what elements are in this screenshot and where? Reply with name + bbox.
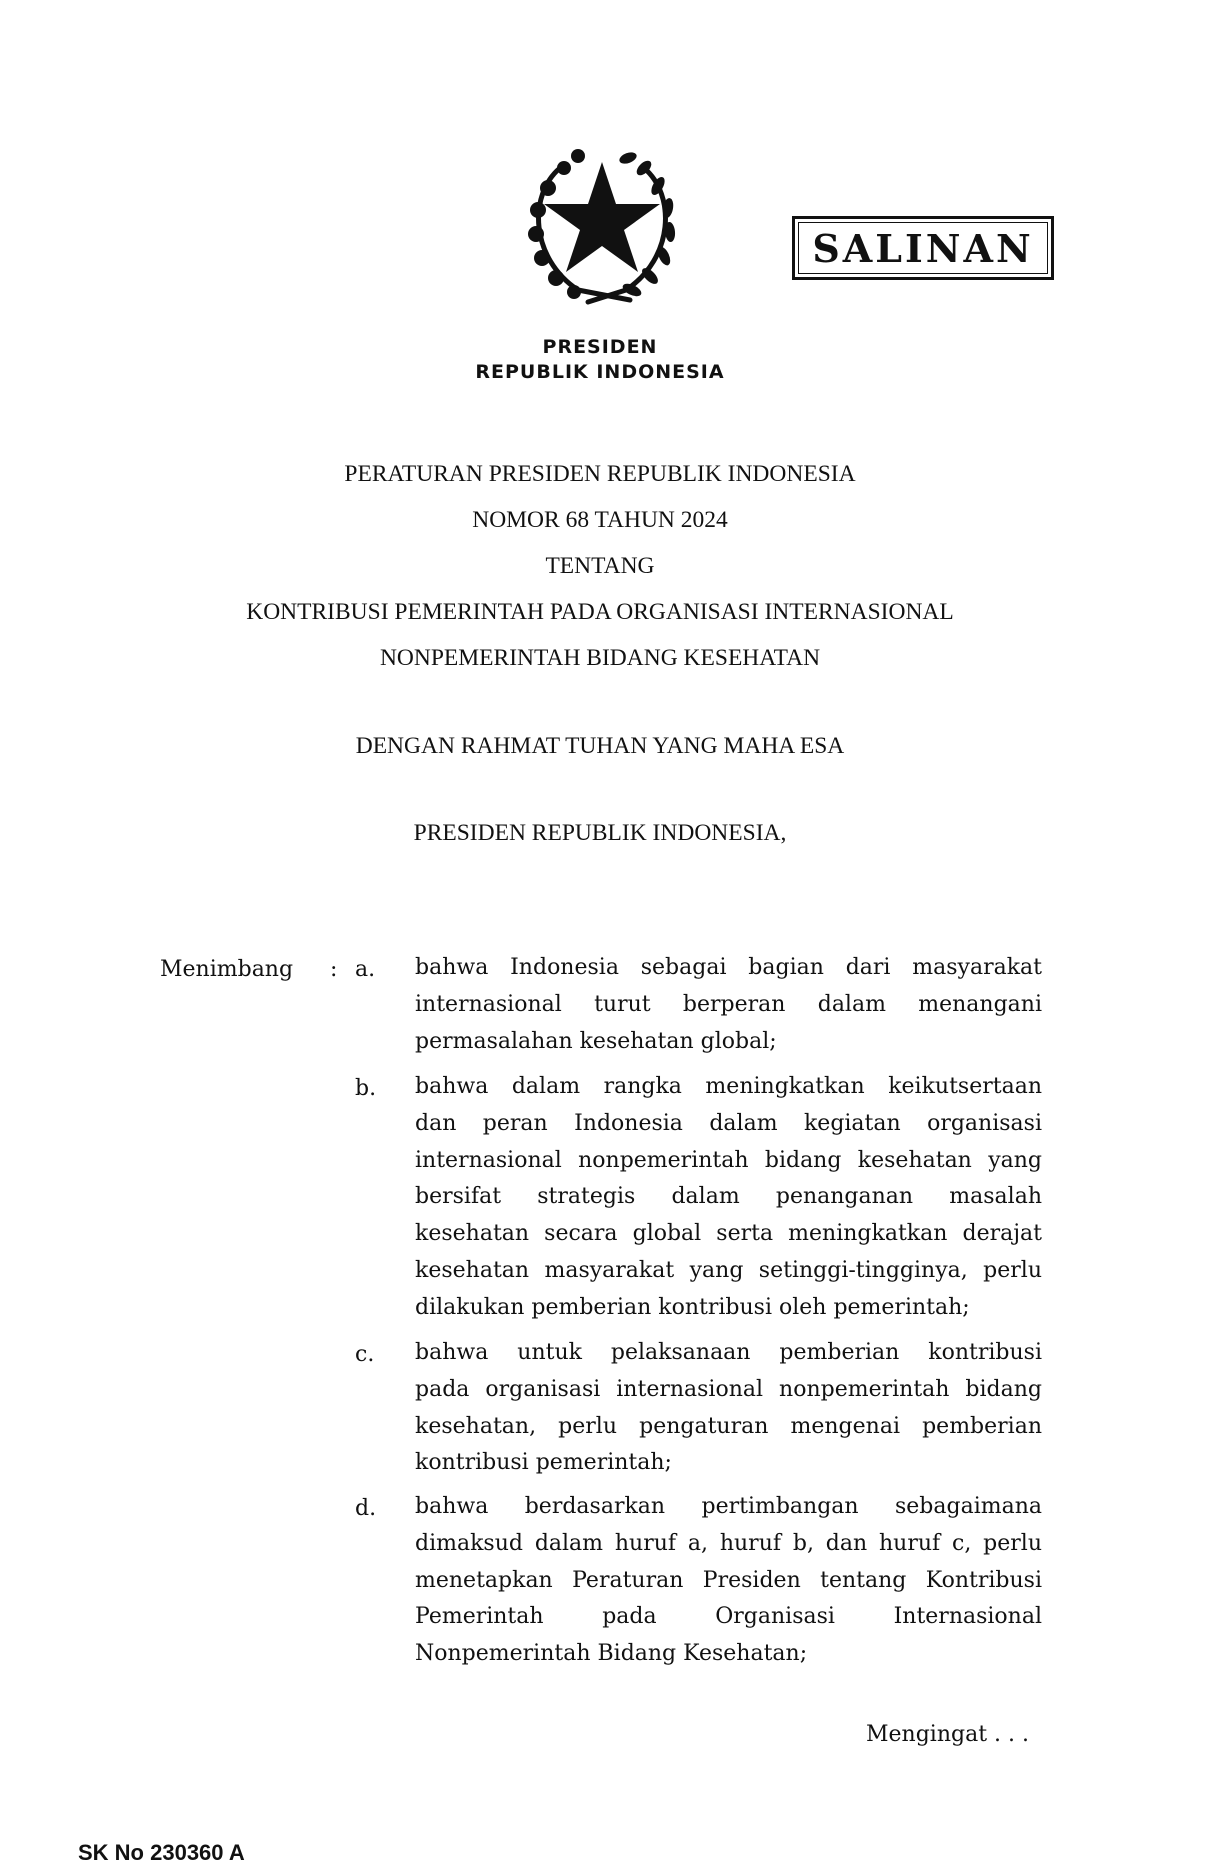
item-marker-a: a. (355, 957, 376, 982)
regulation-tentang: TENTANG (545, 553, 655, 579)
item-c-line: pada organisasi internasional nonpemerintah bidang (415, 1376, 1042, 1402)
item-d-line: dimaksud dalam huruf a, huruf b, dan huruf c, perlu (415, 1530, 1042, 1556)
consideration-item-c (415, 1335, 1042, 1482)
item-d-line: bahwa berdasarkan pertimbangan sebagaimana (415, 1494, 1042, 1519)
preamble-divine-grace: DENGAN RAHMAT TUHAN YANG MAHA ESA (355, 733, 845, 759)
item-a-line: internasional turut berperan dalam menangani (415, 991, 1042, 1017)
regulation-subject-line2: NONPEMERINTAH BIDANG KESEHATAN (379, 645, 821, 671)
stamp-text: SALINAN (812, 225, 1034, 271)
item-b-line: dan peran Indonesia dalam kegiatan organisasi (415, 1110, 1042, 1136)
item-b-line: kesehatan secara global serta meningkatkan derajat (415, 1221, 1042, 1247)
document-code: SK No 230360 A (78, 1840, 245, 1865)
item-marker-d: d. (355, 1496, 377, 1521)
considerations-label: Menimbang (160, 957, 294, 982)
item-b-line: internasional nonpemerintah bidang kesehatan yang (415, 1147, 1042, 1173)
item-marker-c: c. (355, 1342, 375, 1367)
item-b-line: bahwa dalam rangka meningkatkan keikutsertaan (415, 1074, 1042, 1099)
salinan-stamp (792, 216, 1054, 280)
next-page-catchword: Mengingat . . . (866, 1722, 1030, 1747)
item-d-line: menetapkan Peraturan Presiden tentang Kontribusi (415, 1567, 1042, 1593)
seal-caption-republic: REPUBLIK INDONESIA (475, 361, 725, 383)
item-a-line: permasalahan kesehatan global; (415, 1028, 777, 1054)
presidential-emblem-icon (518, 140, 686, 310)
item-c-line: bahwa untuk pelaksanaan pemberian kontribusi (415, 1340, 1042, 1365)
item-b-line: bersifat strategis dalam penanganan masalah (415, 1184, 1042, 1210)
preamble-president: PRESIDEN REPUBLIK INDONESIA, (413, 820, 787, 846)
item-c-line: kontribusi pemerintah; (415, 1450, 672, 1476)
regulation-number: NOMOR 68 TAHUN 2024 (472, 507, 728, 533)
item-c-line: kesehatan, perlu pengaturan mengenai pemberian (415, 1413, 1042, 1439)
regulation-title: PERATURAN PRESIDEN REPUBLIK INDONESIA (344, 461, 856, 487)
consideration-item-a (415, 950, 1042, 1060)
item-d-line: Nonpemerintah Bidang Kesehatan; (415, 1641, 808, 1667)
consideration-item-b (415, 1069, 1042, 1327)
consideration-item-d (415, 1489, 1042, 1673)
seal-caption-president: PRESIDEN (542, 336, 658, 358)
item-d-line: Pemerintah pada Organisasi Internasional (415, 1604, 1042, 1630)
considerations-colon: : (330, 957, 338, 982)
item-marker-b: b. (355, 1076, 377, 1101)
regulation-subject-line1: KONTRIBUSI PEMERINTAH PADA ORGANISASI INTERNASIONAL (246, 599, 954, 625)
item-b-line: kesehatan masyarakat yang setinggi-tingginya, perlu (415, 1257, 1042, 1283)
item-a-line: bahwa Indonesia sebagai bagian dari masyarakat (415, 955, 1042, 980)
item-b-line: dilakukan pemberian kontribusi oleh pemerintah; (415, 1294, 970, 1320)
